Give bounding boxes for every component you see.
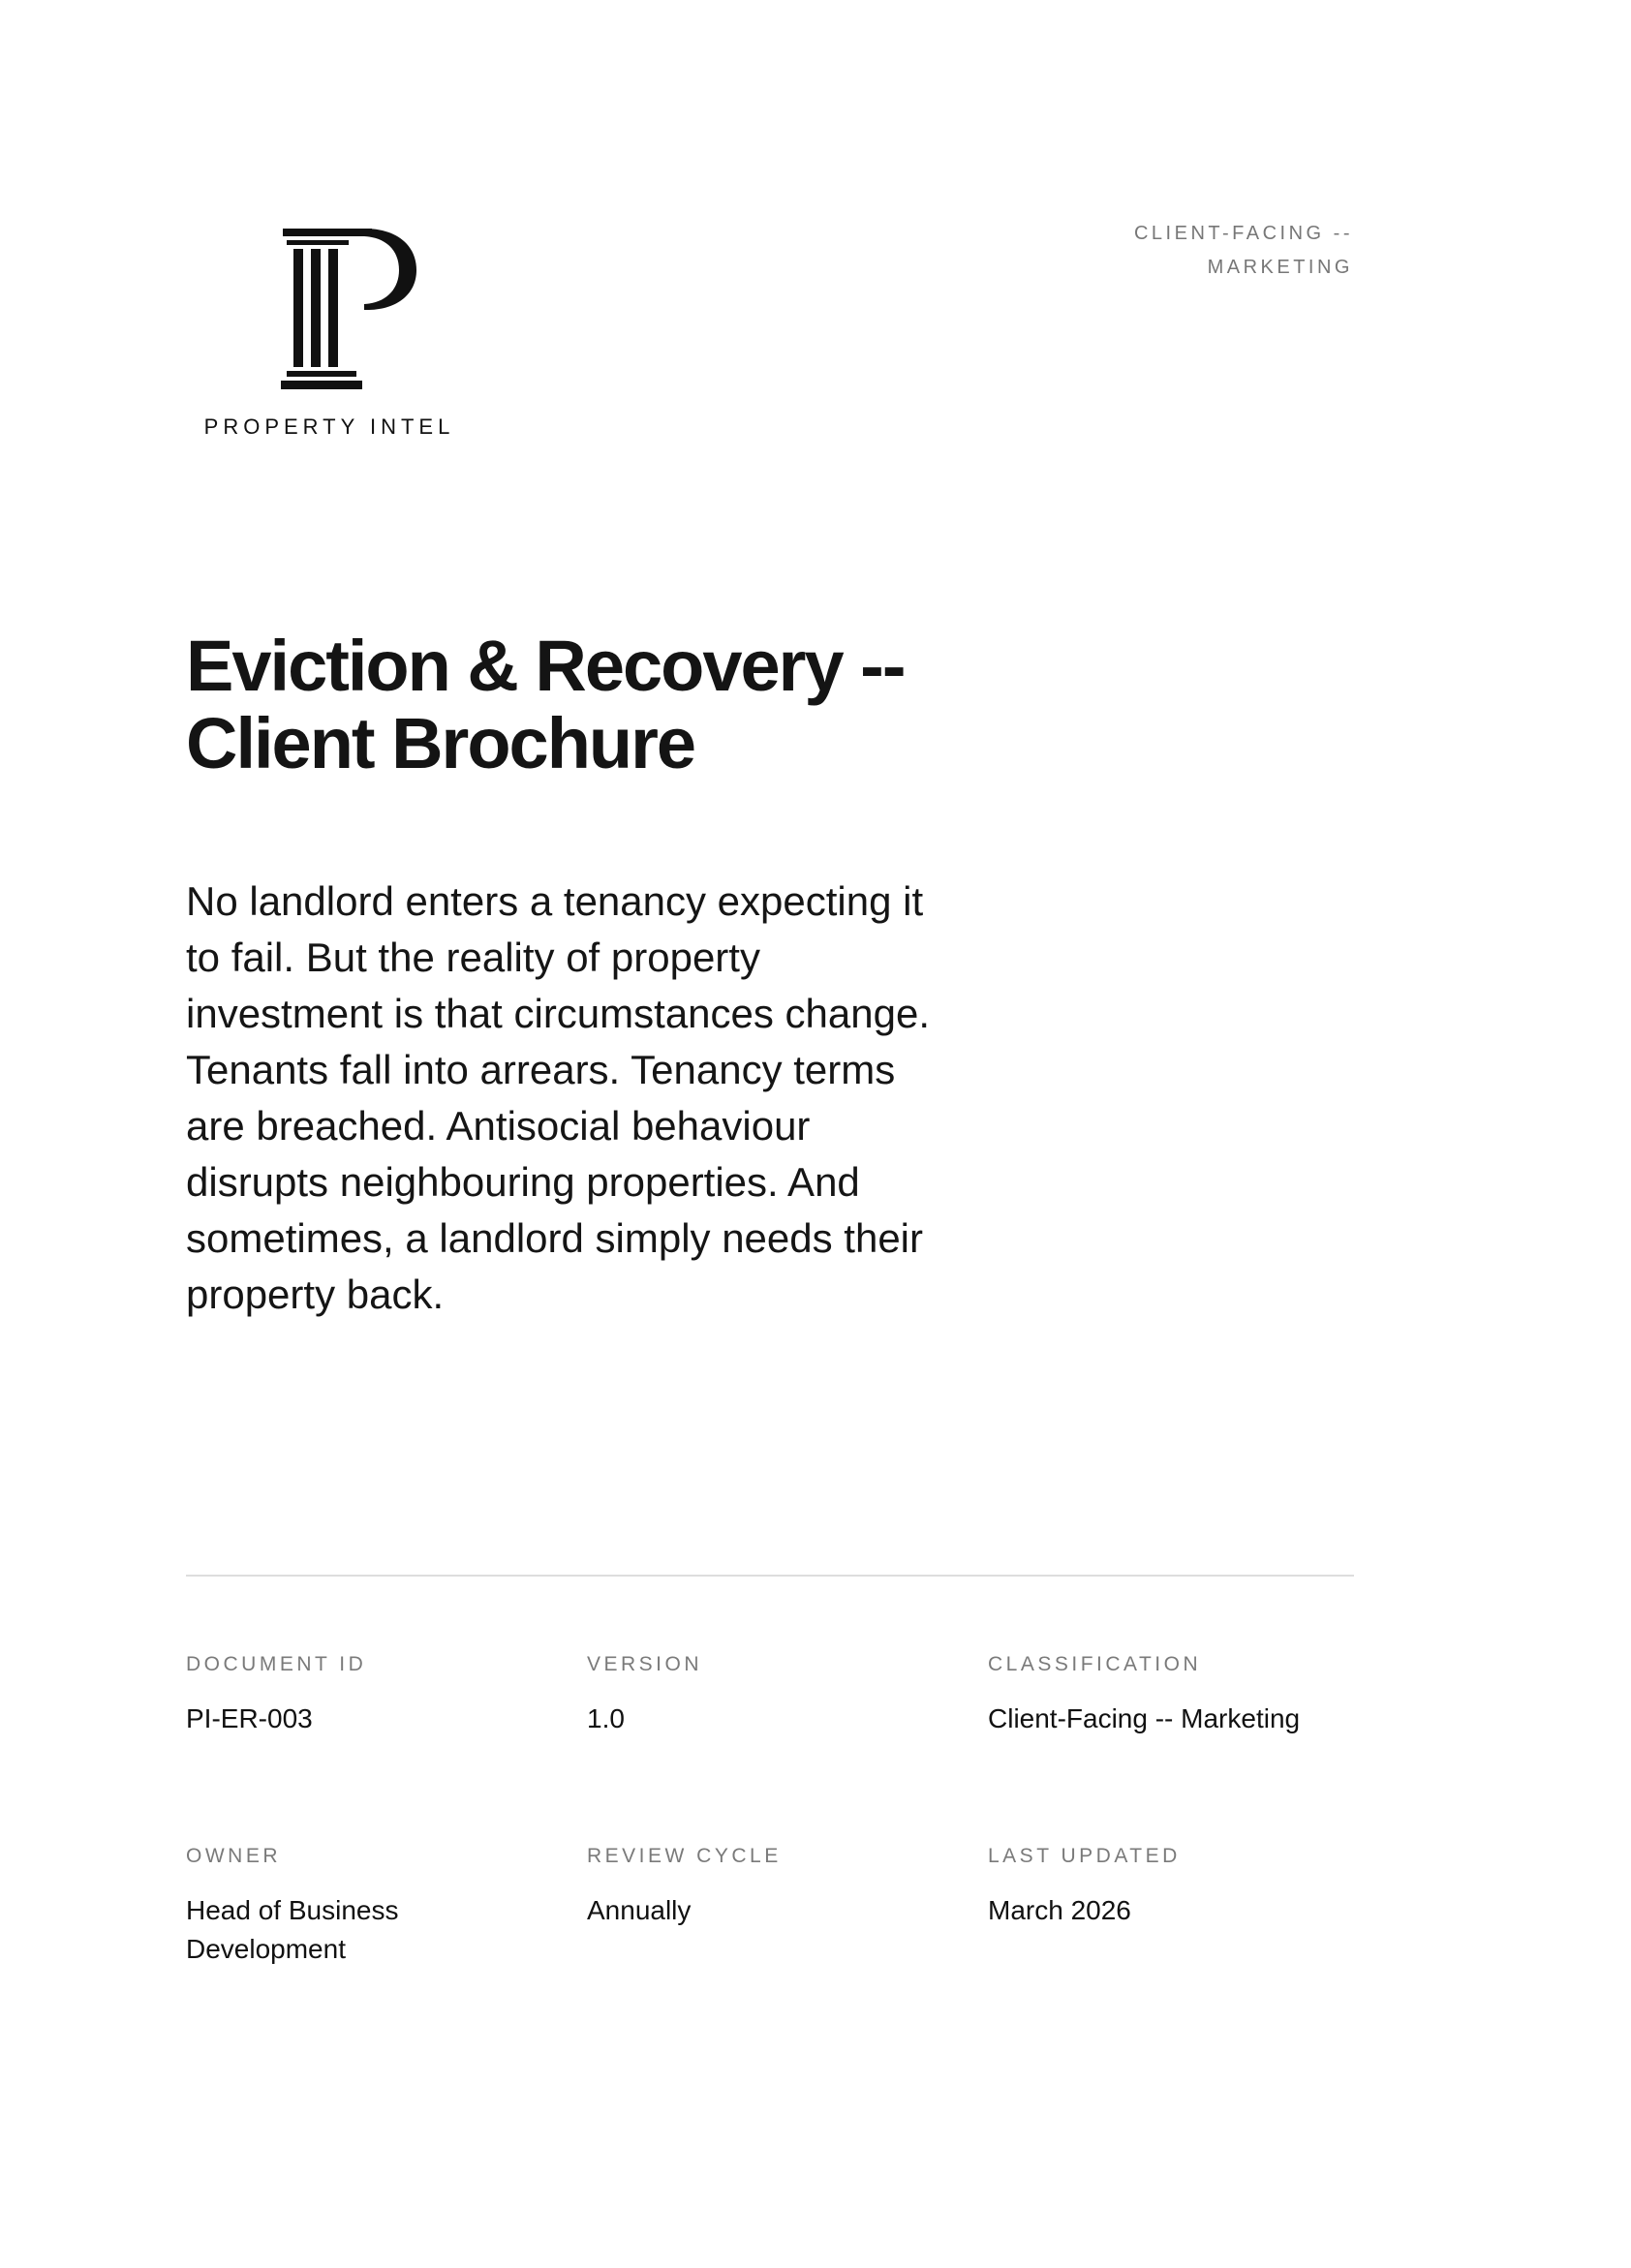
pillar-p-logo-icon (275, 226, 420, 396)
classification-tag-line2: MARKETING (1207, 257, 1353, 278)
brand-logo (194, 221, 465, 453)
meta-value: Annually (587, 1895, 692, 1925)
classification-tag-line1: CLIENT-FACING -- (1133, 223, 1353, 244)
document-title-line1: Eviction & Recovery -- (186, 626, 905, 706)
meta-value: March 2026 (988, 1895, 1131, 1925)
meta-version (587, 1651, 955, 1738)
meta-label: DOCUMENT ID (186, 1653, 367, 1675)
meta-value: 1.0 (587, 1703, 625, 1733)
meta-value-line2: Development (186, 1934, 346, 1964)
brand-name: PROPERTY INTEL (203, 414, 455, 439)
meta-label: OWNER (186, 1845, 281, 1867)
intro-paragraph: No landlord enters a tenancy expecting it to fail. But the reality of property investment is that circumstances change. Tenants fall into arrears. Tenancy terms are breached. Antisocial behaviour disrupts neighbouring properties. And sometimes, a landlord simply needs their property back. (186, 878, 931, 1317)
meta-last-updated (988, 1843, 1356, 1930)
meta-document-id (186, 1651, 554, 1738)
meta-label: LAST UPDATED (988, 1845, 1181, 1867)
meta-value (186, 1891, 554, 1969)
meta-value-line1: Head of Business (186, 1895, 399, 1925)
classification-tag (1043, 217, 1353, 285)
meta-review-cycle (587, 1843, 955, 1930)
document-title (186, 628, 1038, 782)
meta-label: VERSION (587, 1653, 703, 1675)
section-divider (186, 1575, 1354, 1577)
meta-value: PI-ER-003 (186, 1703, 313, 1733)
meta-classification (988, 1651, 1356, 1738)
meta-owner (186, 1843, 554, 1969)
meta-label: REVIEW CYCLE (587, 1845, 782, 1867)
meta-label: CLASSIFICATION (988, 1653, 1202, 1675)
meta-value: Client-Facing -- Marketing (988, 1703, 1301, 1733)
document-title-line2: Client Brochure (186, 703, 695, 783)
